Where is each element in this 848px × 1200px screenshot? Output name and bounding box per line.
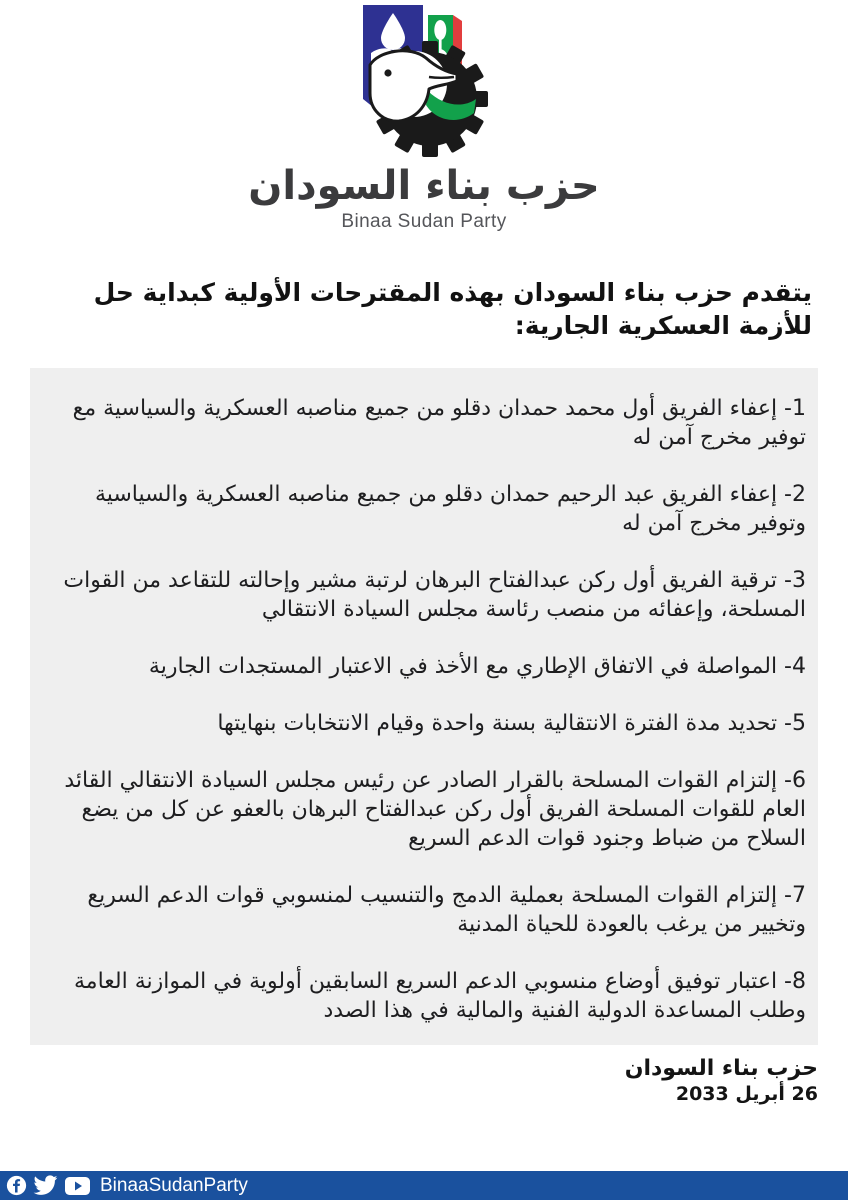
statement-heading: يتقدم حزب بناء السودان بهذه المقترحات الأولية كبداية حل للأزمة العسكرية الجارية: bbox=[93, 278, 812, 340]
social-bar bbox=[0, 1171, 848, 1200]
proposal-item: 5- تحديد مدة الفترة الانتقالية بسنة واحدة وقيام الانتخابات بنهايتها bbox=[217, 711, 806, 737]
proposal-item: 6- إلتزام القوات المسلحة بالقرار الصادر عن رئيس مجلس السيادة الانتقالي القائد العام للقوات المسلحة الفريق أول ركن عبدالفتاح البرهان بالعفو عن كل من يضع السلاح من ضباط وجنود قوات الدعم السريع bbox=[64, 768, 806, 852]
social-handle[interactable]: BinaaSudanParty bbox=[100, 1175, 248, 1196]
proposals-list bbox=[42, 394, 806, 1025]
party-emblem-icon bbox=[324, 3, 524, 161]
twitter-icon[interactable] bbox=[33, 1175, 58, 1196]
proposal-item: 7- إلتزام القوات المسلحة بعملية الدمج والتنسيب لمنسوبي قوات الدعم السريع وتخيير من يرغب بالعودة للحياة المدنية bbox=[87, 883, 806, 938]
proposal-item: 3- ترقية الفريق أول ركن عبدالفتاح البرهان لرتبة مشير وإحالته للتقاعد من القوات المسلحة، وإعفائه من منصب رئاسة مجلس السيادة الانتقالي bbox=[63, 568, 806, 623]
party-name-english: Binaa Sudan Party bbox=[341, 211, 507, 232]
signature-date: 26 أبريل 2033 bbox=[675, 1082, 818, 1105]
proposals-panel bbox=[30, 368, 818, 1045]
signature-party-name: حزب بناء السودان bbox=[624, 1056, 818, 1082]
proposal-item: 8- اعتبار توفيق أوضاع منسوبي الدعم السريع السابقين أولوية في الموازنة العامة وطلب المساعدة الدولية الفنية والمالية في هذا الصدد bbox=[74, 969, 806, 1024]
signature-block bbox=[0, 1045, 848, 1106]
proposal-item: 1- إعفاء الفريق أول محمد حمدان دقلو من جميع مناصبه العسكرية والسياسية مع توفير مخرج آمن له bbox=[72, 396, 806, 451]
proposal-item: 4- المواصلة في الاتفاق الإطاري مع الأخذ في الاعتبار المستجدات الجارية bbox=[148, 654, 806, 680]
youtube-icon[interactable] bbox=[64, 1176, 91, 1196]
party-logo bbox=[0, 0, 848, 233]
party-name-arabic: حزب بناء السودان bbox=[248, 163, 600, 209]
facebook-icon[interactable] bbox=[6, 1175, 27, 1196]
proposal-item: 2- إعفاء الفريق عبد الرحيم حمدان دقلو من جميع مناصبه العسكرية والسياسية وتوفير مخرج آمن له bbox=[94, 482, 806, 537]
